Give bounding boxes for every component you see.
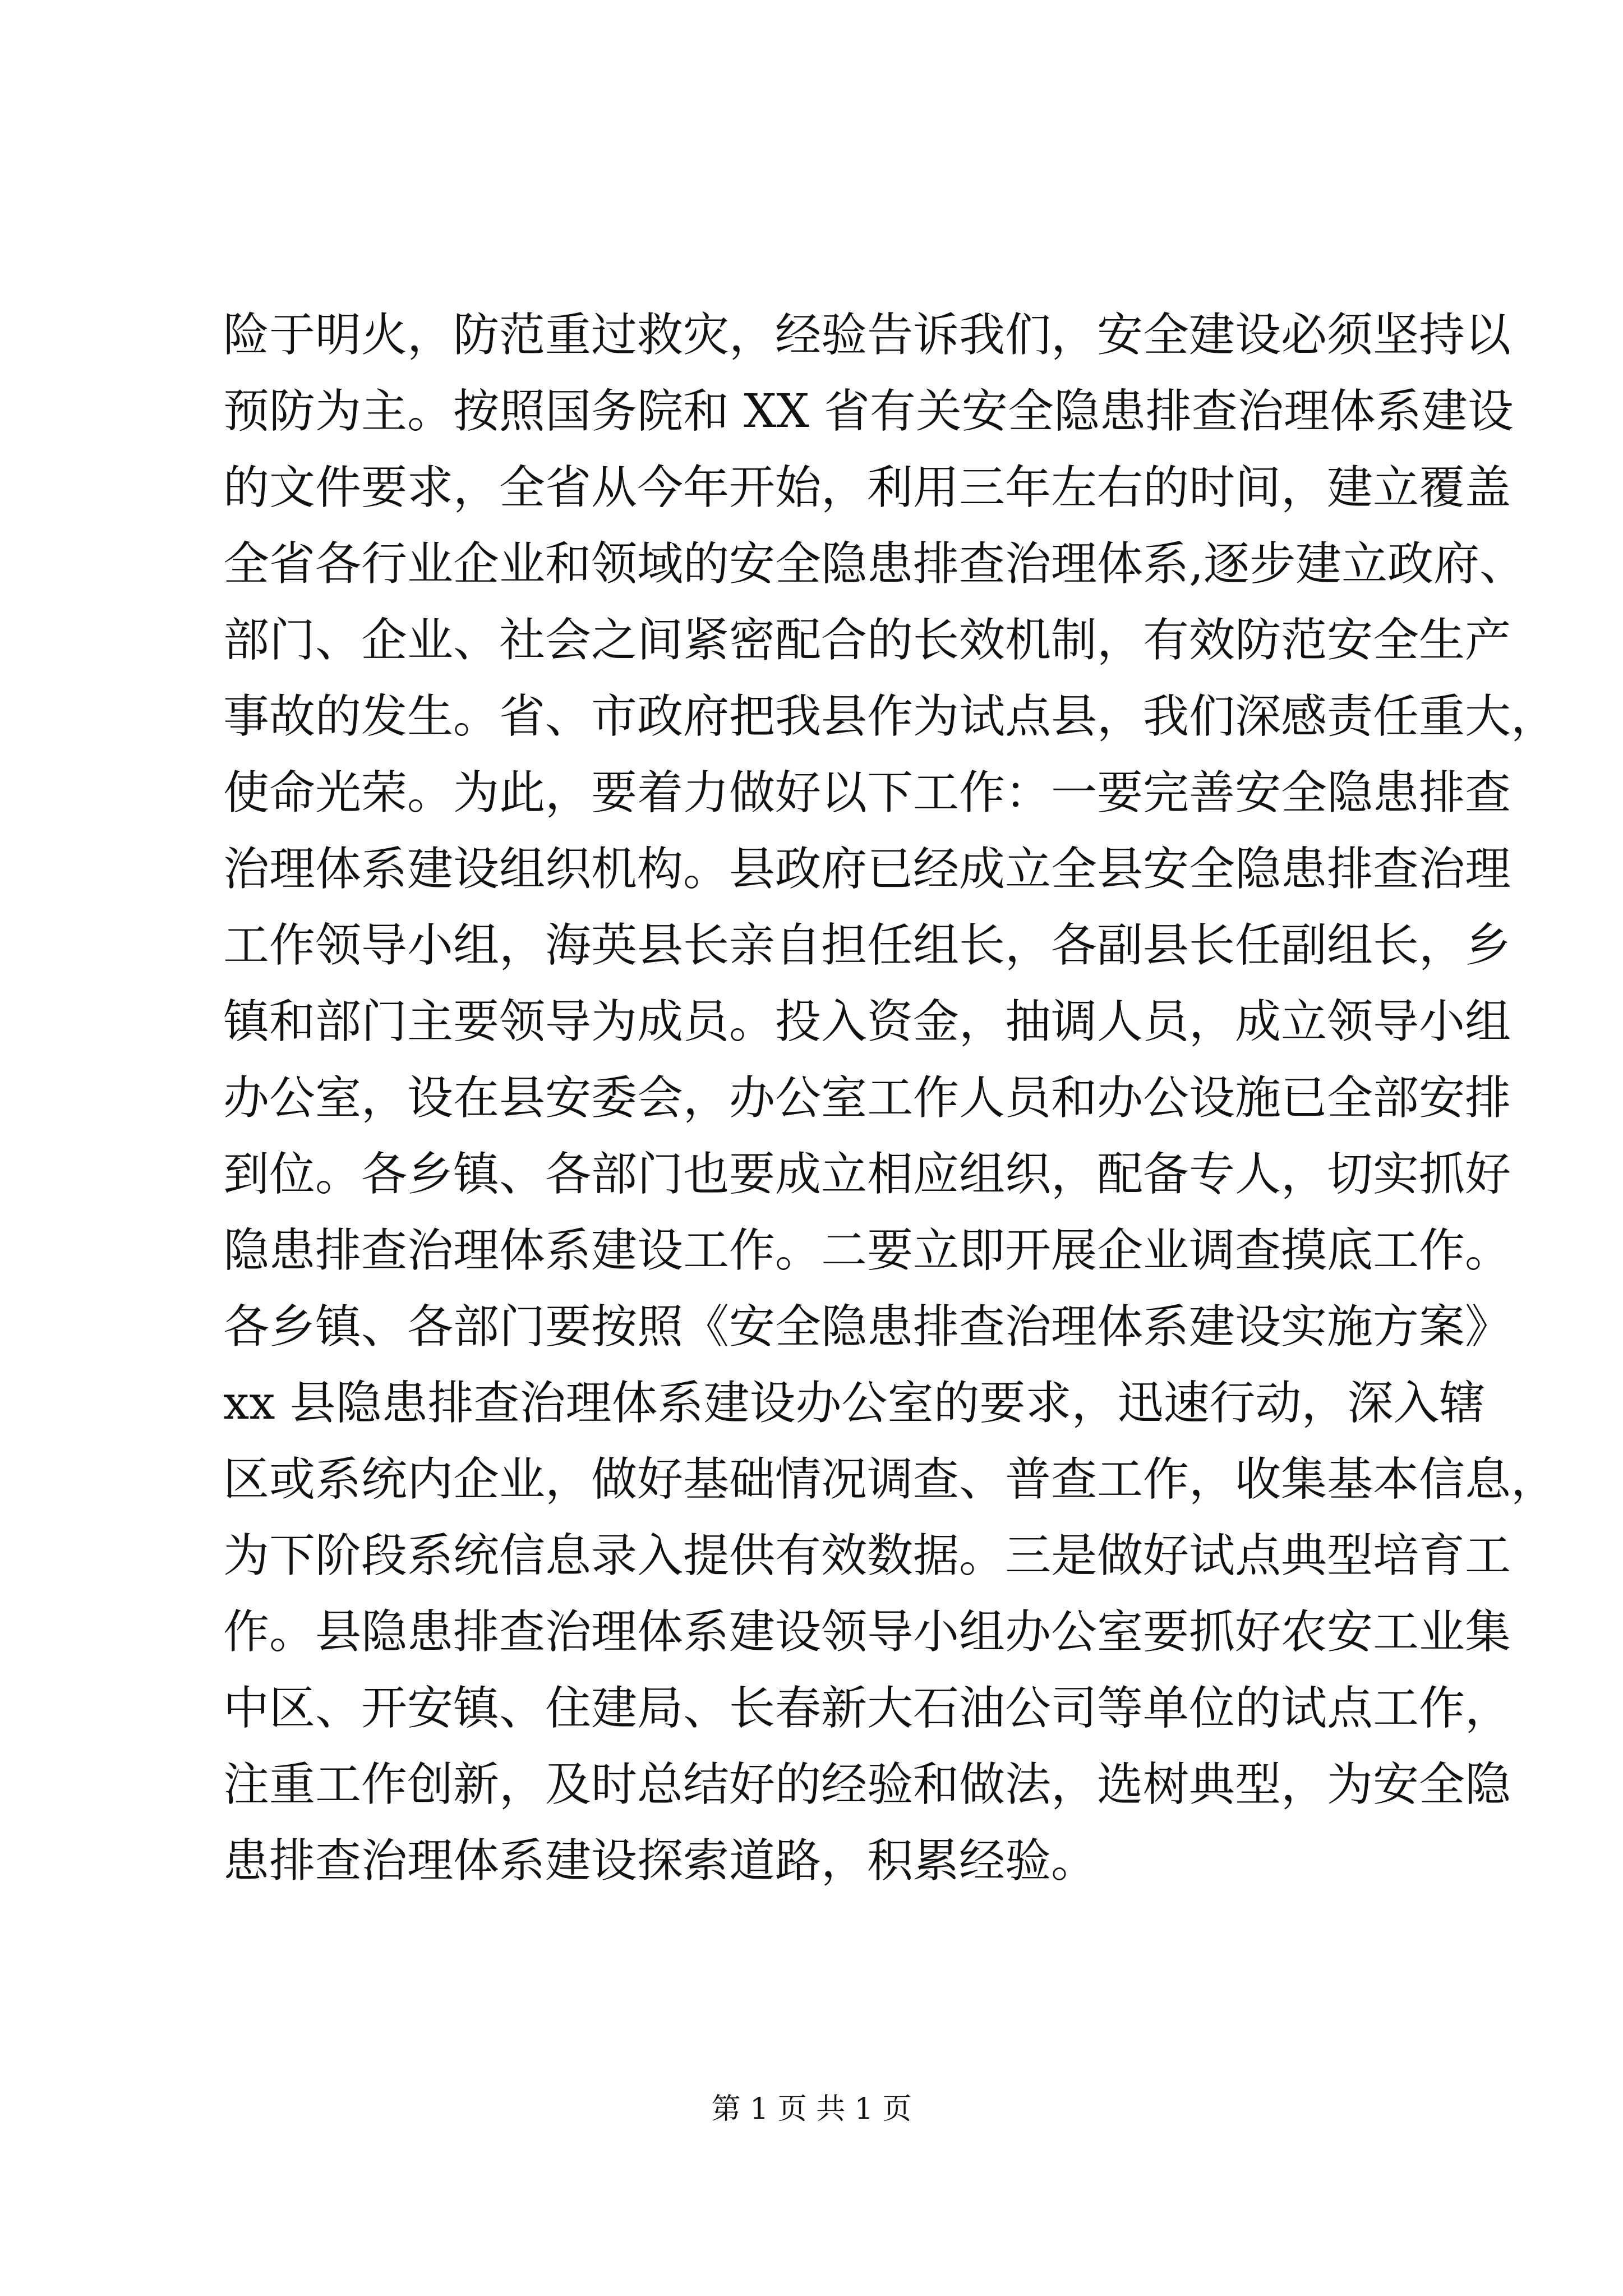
text-line: 各乡镇、各部门要按照《安全隐患排查治理体系建设实施方案》 [223, 1300, 1511, 1354]
text-line: 患排查治理体系建设探索道路，积累经验。 [223, 1834, 1098, 1888]
page-footer: 第 1 页 共 1 页 [711, 2092, 912, 2126]
body-text [223, 297, 1557, 1899]
text-line: 注重工作创新，及时总结好的经验和做法，选树典型，为安全隐 [223, 1758, 1511, 1811]
text-line: 办公室，设在县安委会，办公室工作人员和办公设施已全部安排 [223, 1071, 1511, 1125]
text-line: xx 县隐患排查治理体系建设办公室的要求，迅速行动，深入辖 [223, 1377, 1486, 1430]
text-line: 作。县隐患排查治理体系建设领导小组办公室要抓好农安工业集 [223, 1605, 1511, 1659]
text-line: 治理体系建设组织机构。县政府已经成立全县安全隐患排查治理 [223, 843, 1511, 896]
text-line: 到位。各乡镇、各部门也要成立相应组织，配备专人，切实抓好 [223, 1148, 1511, 1201]
text-line: 的文件要求，全省从今年开始，利用三年左右的时间，建立覆盖 [223, 461, 1511, 514]
text-line: 事故的发生。省、市政府把我县作为试点县，我们深感责任重大， [223, 690, 1557, 743]
text-line: 全省各行业企业和领域的安全隐患排查治理体系,逐步建立政府、 [223, 537, 1526, 591]
text-line: 隐患排查治理体系建设工作。二要立即开展企业调查摸底工作。 [223, 1224, 1511, 1277]
text-line: 部门、企业、社会之间紧密配合的长效机制，有效防范安全生产 [223, 614, 1511, 667]
text-line: 预防为主。按照国务院和 XX 省有关安全隐患排查治理体系建设 [223, 385, 1514, 438]
text-line: 镇和部门主要领导为成员。投入资金，抽调人员，成立领导小组 [223, 995, 1511, 1048]
text-line: 工作领导小组，海英县长亲自担任组长，各副县长任副组长，乡 [223, 919, 1511, 972]
text-line: 险于明火，防范重过救灾，经验告诉我们，安全建设必须坚持以 [223, 309, 1511, 362]
text-line: 中区、开安镇、住建局、长春新大石油公司等单位的试点工作， [223, 1682, 1511, 1735]
text-line: 为下阶段系统信息录入提供有效数据。三是做好试点典型培育工 [223, 1529, 1511, 1582]
text-line: 区或系统内企业，做好基础情况调查、普查工作，收集基本信息， [223, 1453, 1557, 1506]
text-line: 使命光荣。为此，要着力做好以下工作：一要完善安全隐患排查 [223, 766, 1511, 820]
